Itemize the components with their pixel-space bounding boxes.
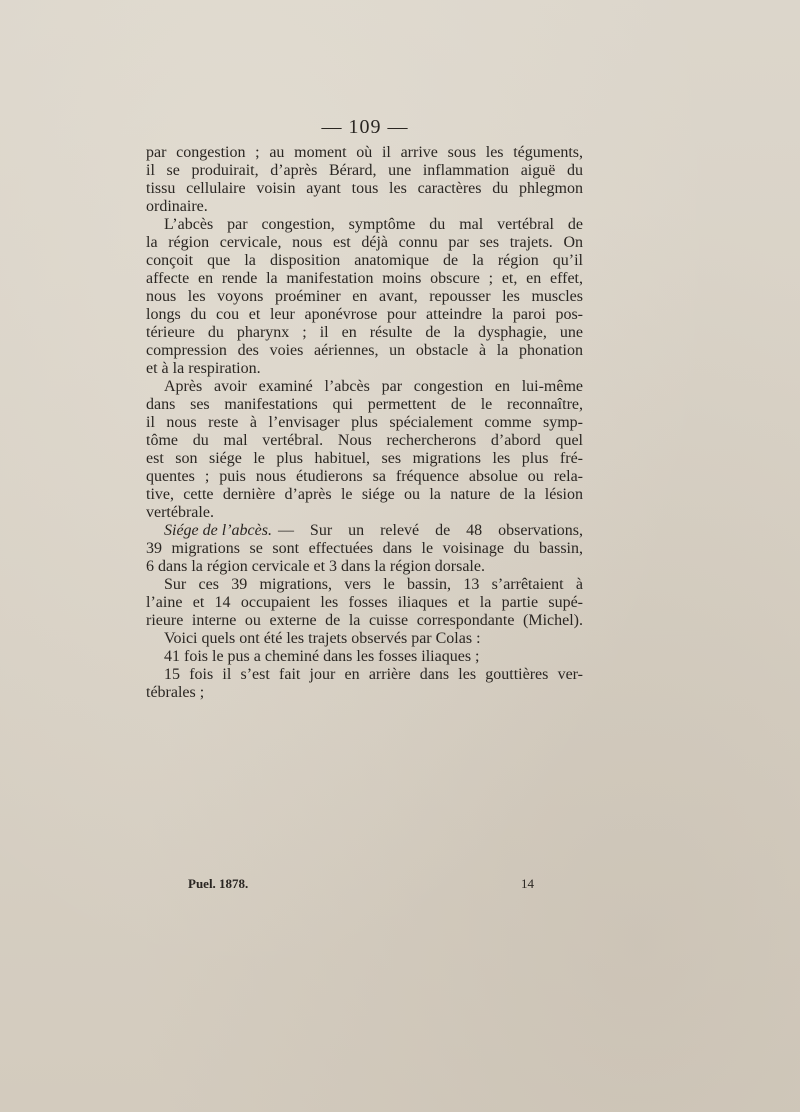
text-fragment: — Sur un relevé de 48 observations,	[277, 522, 583, 539]
text-line: affecte en rende la manifestation moins obscure ; et, en effet,	[146, 270, 583, 287]
text-line: et à la respiration.	[146, 360, 261, 377]
text-line: dans ses manifestations qui permettent de le reconnaître,	[146, 396, 583, 413]
text-line: Après avoir examiné l’abcès par congestion en lui-même	[164, 378, 583, 395]
text-line: par congestion ; au moment où il arrive sous les téguments,	[146, 144, 583, 161]
section-heading: Siége de l’abcès.	[164, 522, 272, 539]
text-line: 6 dans la région cervicale et 3 dans la région dorsale.	[146, 558, 485, 575]
text-line: quentes ; puis nous étudierons sa fréquence absolue ou rela-	[146, 468, 583, 485]
text-line: la région cervicale, nous est déjà connu par ses trajets. On	[146, 234, 583, 251]
text-line: térieure du pharynx ; il en résulte de la dysphagie, une	[146, 324, 583, 341]
text-line: 15 fois il s’est fait jour en arrière dans les gouttières ver-	[164, 666, 583, 683]
text-line: 39 migrations se sont effectuées dans le voisinage du bassin,	[146, 540, 583, 557]
text-line: compression des voies aériennes, un obstacle à la phonation	[146, 342, 583, 359]
text-line: rieure interne ou externe de la cuisse correspondante (Michel).	[146, 612, 583, 629]
footer-signature: Puel. 1878.	[188, 876, 249, 891]
text-line: Voici quels ont été les trajets observés par Colas :	[164, 630, 481, 647]
text-line: l’aine et 14 occupaient les fosses iliaques et la partie supé-	[146, 594, 583, 611]
text-line: nous les voyons proéminer en avant, repousser les muscles	[146, 288, 583, 305]
text-line-heading	[146, 522, 583, 540]
text-line: il se produirait, d’après Bérard, une inflammation aiguë du	[146, 162, 583, 179]
text-line: ordinaire.	[146, 198, 208, 215]
text-line: 41 fois le pus a cheminé dans les fosses iliaques ;	[164, 648, 480, 665]
footer-sheet-number: 14	[521, 876, 534, 891]
text-line: Sur ces 39 migrations, vers le bassin, 13 s’arrêtaient à	[164, 576, 583, 593]
text-line: il nous reste à l’envisager plus spécialement comme symp-	[146, 414, 583, 431]
text-line: tissu cellulaire voisin ayant tous les caractères du phlegmon	[146, 180, 583, 197]
page-number: — 109 —	[321, 116, 409, 138]
text-line: longs du cou et leur aponévrose pour atteindre la paroi pos-	[146, 306, 583, 323]
text-line: vertébrale.	[146, 504, 214, 521]
body-text	[146, 144, 583, 702]
text-line: tive, cette dernière d’après le siége ou la nature de la lésion	[146, 486, 583, 503]
text-line: est son siége le plus habituel, ses migrations les plus fré-	[146, 450, 583, 467]
text-line: L’abcès par congestion, symptôme du mal vertébral de	[164, 216, 583, 233]
text-line: tébrales ;	[146, 684, 205, 701]
text-line: conçoit que la disposition anatomique de la région qu’il	[146, 252, 583, 269]
text-line: tôme du mal vertébral. Nous rechercherons d’abord quel	[146, 432, 583, 449]
